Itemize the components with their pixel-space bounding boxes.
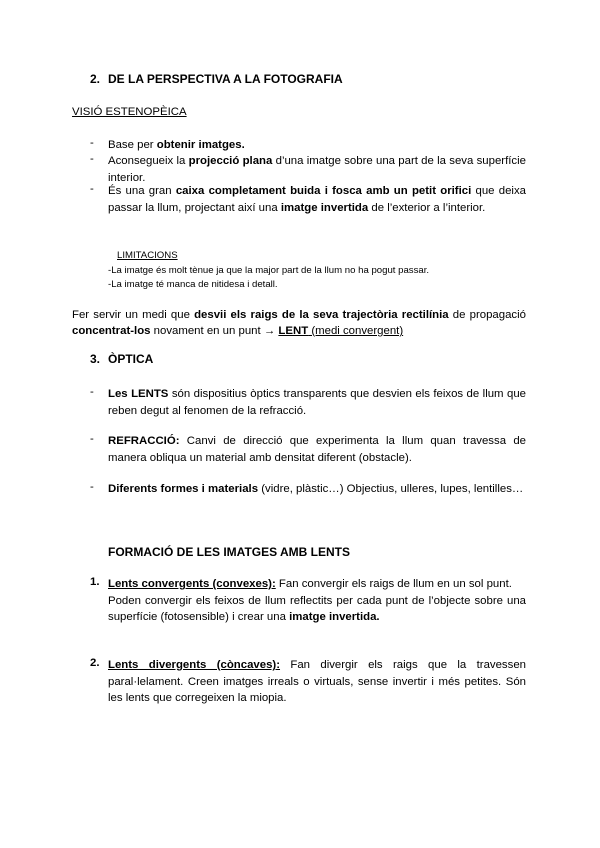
- section-3-title: ÒPTICA: [108, 352, 154, 366]
- bullet-dash: -: [90, 153, 94, 165]
- limitation-1: -La imatge és molt tènue ja que la major part de la llum no ha pogut passar.: [108, 265, 430, 276]
- optics-item-2: REFRACCIÓ: Canvi de direcció que experimenta la llum quan travessa de manera obliqua un material amb densitat diferent (obstacle).: [108, 435, 526, 464]
- limitations-heading: LIMITACIONS: [117, 250, 178, 261]
- vision-heading: VISIÓ ESTENOPÈICA: [72, 106, 187, 118]
- formation-item-1: Lents convergents (convexes): Fan convergir els raigs de llum en un sol punt. Poden convergir els feixos de llum reflectits per cada punt de l’objecte sobre una superfície (fotosensible) i crear una imatge invertida.: [108, 578, 526, 623]
- bullet-dash: -: [90, 183, 94, 195]
- section-2-title: DE LA PERSPECTIVA A LA FOTOGRAFIA: [108, 72, 343, 86]
- vision-bullet-3: És una gran caixa completament buida i fosca amb un petit orifici que deixa passar la llum, projectant així una imatge invertida de l’exterior a l’interior.: [108, 185, 526, 214]
- lens-paragraph: Fer servir un medi que desvii els raigs de la seva trajectòria rectilínia de propagació concentrat-los novament en un punt → LENT (medi convergent): [72, 309, 526, 337]
- formation-heading: FORMACIÓ DE LES IMATGES AMB LENTS: [108, 545, 350, 559]
- formation-item-2-number: 2.: [90, 657, 100, 669]
- bullet-dash: -: [90, 433, 94, 445]
- optics-item-3: Diferents formes i materials (vidre, plàstic…) Objectius, ulleres, lupes, lentilles…: [108, 483, 524, 495]
- bullet-dash: -: [90, 481, 94, 493]
- formation-item-2: Lents divergents (còncaves): Fan divergir els raigs que la travessen paral·lelament. Creen imatges irreals o virtuals, sense invertir i més petites. Són les lents que corregeixen la miopia.: [108, 659, 526, 704]
- section-3-number: 3.: [90, 352, 101, 366]
- optics-item-1: Les LENTS són dispositius òptics transparents que desvien els feixos de llum que reben degut al fenomen de la refracció.: [108, 388, 526, 417]
- section-2-number: 2.: [90, 72, 101, 86]
- bullet-dash: -: [90, 386, 94, 398]
- formation-item-1-number: 1.: [90, 576, 100, 588]
- vision-bullet-1: Base per obtenir imatges.: [108, 139, 245, 151]
- limitation-2: -La imatge té manca de nitidesa i detall.: [108, 279, 278, 290]
- vision-bullet-2: Aconsegueix la projecció plana d’una imatge sobre una part de la seva superfície interior.: [108, 155, 526, 184]
- bullet-dash: -: [90, 137, 94, 149]
